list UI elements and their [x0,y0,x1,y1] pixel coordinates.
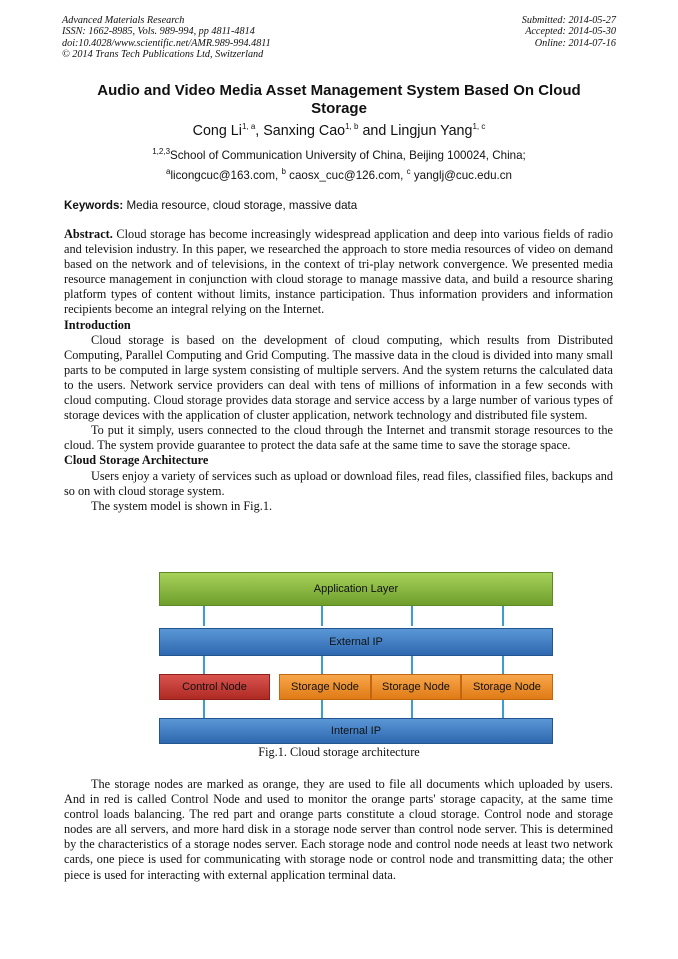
affiliation [0,149,678,162]
architecture-figure [159,572,553,744]
copyright-line: © 2014 Trans Tech Publications Ltd, Switzerland [62,48,264,60]
and-word: and [362,123,387,139]
doi-line: doi:10.4028/www.scientific.net/AMR.989-994.4811 [62,37,271,49]
email: caosx_cuc@126.com, [289,169,404,182]
author-name: Lingjun Yang [390,123,473,139]
paper-title: Audio and Video Media Asset Management System Based On Cloud Storage [97,82,581,117]
connector-line [203,656,205,674]
affiliation-sup: 1,2,3 [152,147,171,157]
online-date: Online: 2014-07-16 [534,37,616,49]
author-name: Sanxing Cao [263,123,346,139]
keywords-label: Keywords: [64,199,124,212]
storage-node-box: Storage Node [279,674,371,700]
paragraph: Cloud storage is based on the development of cloud computing, which results from Distributed Computing, Parallel Computing and Grid Computing. The massive data in the cloud is divided into many small parts to be computed in large system consisting of multiple servers. And the system returns the calculated data to the users. Network service providers can deal with tens of millions of information in a few seconds with cloud computing. Cloud storage provides data storage and service access by a large number of various types of storage devices with the application of cluster application, network technology and distributed file system. [64,332,613,423]
keywords [64,199,357,212]
storage-node-box: Storage Node [461,674,553,700]
email-sup: b [281,167,286,177]
abstract-text: Cloud storage has become increasingly widespread application and deep into various fields of radio and television industry. In this paper, we researched the approach to store media resources of video on demand based on the network and of televisions, in the context of tri-play network convergence. We presented media resource management in conjunction with cloud storage to manage massive data, and build a resource sharing platform types of content without limits, instance participation. Thus information providers and information recipients become an integral relying on the Internet. [64,227,613,317]
external-ip-box: External IP [159,628,553,656]
storage-node-box: Storage Node [371,674,461,700]
paragraph: The system model is shown in Fig.1. [91,498,273,513]
author-sup: 1, a [241,122,256,132]
affiliation-text: School of Communication University of China, Beijing 100024, China; [170,149,526,162]
application-layer-box: Application Layer [159,572,553,606]
email: yanglj@cuc.edu.cn [413,169,512,182]
dates-header [522,15,616,49]
journal-name: Advanced Materials Research [62,15,185,26]
internal-ip-box: Internal IP [159,718,553,744]
connector-line [411,656,413,674]
connector-line [502,656,504,674]
author-sup: 1, b [345,122,359,132]
body-upper [64,227,613,514]
abstract-label: Abstract. [64,227,113,241]
paragraph: Users enjoy a variety of services such as upload or download files, read files, classified files, backups and so on with cloud storage system. [64,468,613,498]
submitted-date: Submitted: 2014-05-27 [521,15,616,26]
section-heading: Cloud Storage Architecture [64,453,209,468]
connector-line [411,700,413,718]
email-line [0,169,678,182]
connector-line [321,656,323,674]
author-line: Cong Li$^{1, a}$, Sanxing Cao$^{1, b}$ and Lingjun Yang$^{1, c}$ [192,122,486,139]
email: licongcuc@163.com, [170,169,279,182]
connector-line [203,700,205,718]
paragraph: The storage nodes are marked as orange, they are used to file all documents which uploaded by users. And in red is called Control Node and used to monitor the orange parts' storage capacity, at the same time control loads balancing. The red part and orange parts constitute a cloud storage. Control node and storage nodes are all servers, and more hard disk in a storage node server than control node server. This is determined by the characteristics of a storage nodes server. Each storage node and control node needs at least two network cards, one piece is used for communicating with storage node or control node and transmitting data; the other piece is used for interacting with external application terminal data. [64,777,613,882]
connector-line [502,700,504,718]
issn-line: ISSN: 1662-8985, Vols. 989-994, pp 4811-4814 [62,26,255,38]
journal-header [62,15,271,60]
keywords-text: Media resource, cloud storage, massive data [126,199,358,212]
author-name: Cong Li [192,123,242,139]
email-sup: a [165,167,171,177]
control-node-box: Control Node [159,674,270,700]
accepted-date: Accepted: 2014-05-30 [525,26,616,38]
email-sup: c [406,167,411,177]
section-heading: Introduction [64,317,131,332]
figure-caption: Fig.1. Cloud storage architecture [258,745,420,759]
abstract [64,227,613,318]
paragraph: To put it simply, users connected to the cloud through the Internet and transmit storage resources to the cloud. The system provide guarantee to protect the data safe at the same time to save the storage space. [64,423,613,453]
body-lower [64,777,613,883]
author-sup: 1, c [472,122,486,132]
connector-line [321,700,323,718]
